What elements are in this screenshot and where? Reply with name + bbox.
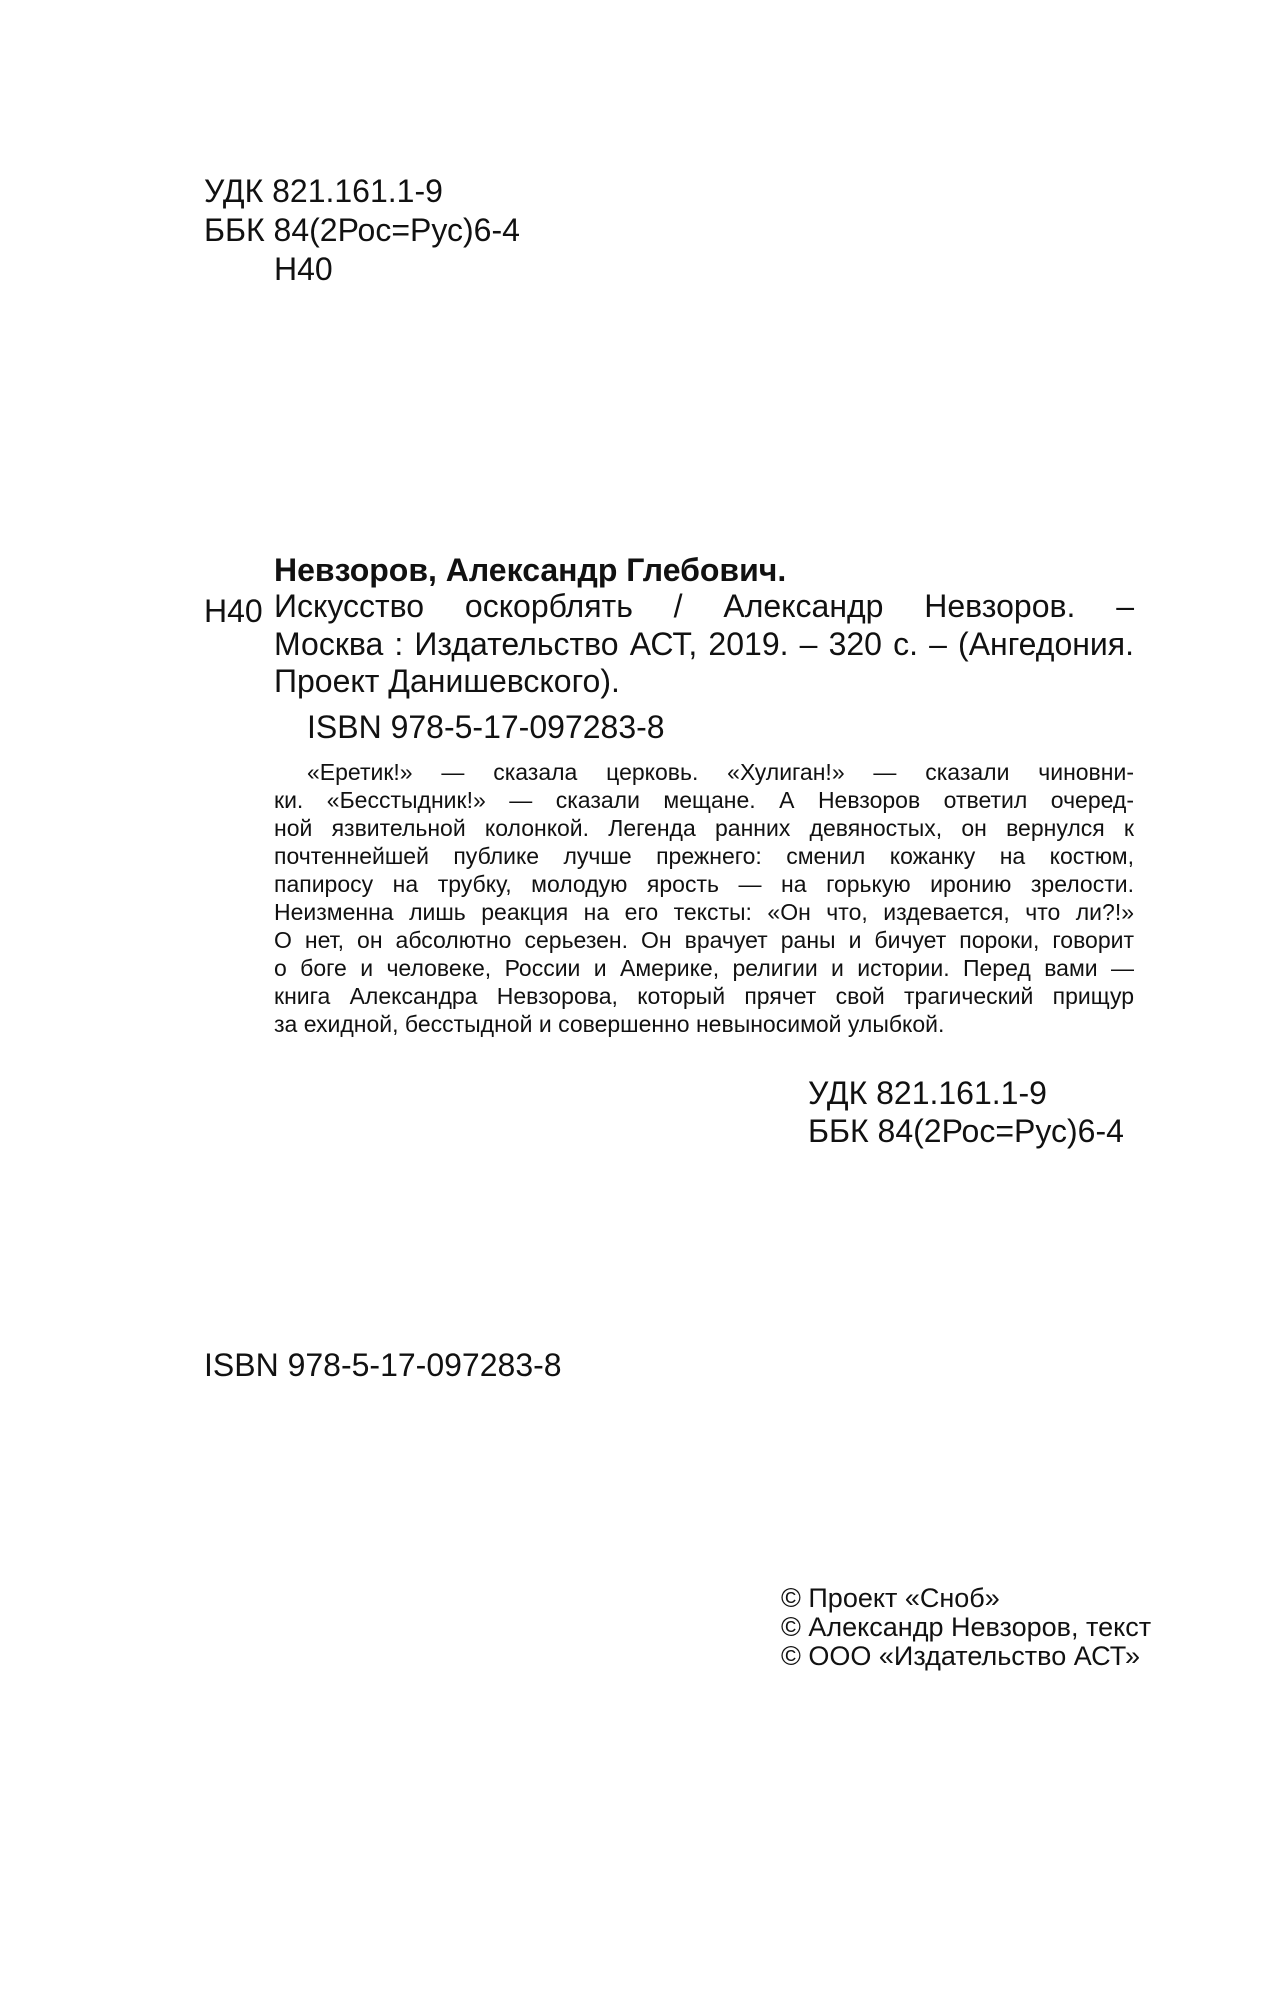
card-udk-code: УДК 821.161.1-9 xyxy=(808,1075,1047,1111)
copyright-line: © ООО «Издательство АСТ» xyxy=(781,1641,1141,1671)
copyright-line: © Александр Невзоров, текст xyxy=(781,1612,1152,1642)
annotation-line: О нет, он абсолютно серьезен. Он врачует раны и бичует пороки, говорит xyxy=(274,927,1134,953)
annotation-line: папиросу на трубку, молодую ярость — на горькую иронию зрелости. xyxy=(274,871,1134,897)
card-author-mark: Н40 xyxy=(204,593,263,629)
annotation-line: Неизменна лишь реакция на его тексты: «Он что, издевается, что ли?!» xyxy=(274,899,1134,925)
card-author-heading: Невзоров, Александр Глебович. xyxy=(274,552,787,588)
annotation-line: ной язвительной колонкой. Легенда ранних девяностых, он вернулся к xyxy=(274,815,1134,841)
annotation-line: почтеннейшей публике лучше прежнего: сменил кожанку на костюм, xyxy=(274,843,1134,869)
card-bbk-code: ББК 84(2Рос=Рус)6-4 xyxy=(808,1113,1124,1149)
bbk-code: ББК 84(2Рос=Рус)6-4 xyxy=(204,212,520,248)
card-title-line-1: Искусство оскорблять / Александр Невзоров. – xyxy=(274,588,1134,624)
annotation-line: за ехидной, бесстыдной и совершенно невыносимой улыбкой. xyxy=(274,1011,945,1037)
isbn-bottom: ISBN 978-5-17-097283-8 xyxy=(204,1347,562,1383)
annotation-line: о боге и человеке, России и Америке, религии и истории. Перед вами — xyxy=(274,955,1134,981)
card-series-line: Проект Данишевского). xyxy=(274,663,620,699)
card-publisher-line: Москва : Издательство АСТ, 2019. – 320 с. – (Ангедония. xyxy=(274,626,1134,662)
card-isbn: ISBN 978-5-17-097283-8 xyxy=(307,709,665,745)
author-mark: Н40 xyxy=(274,251,333,287)
copyright-line: © Проект «Сноб» xyxy=(781,1583,1000,1613)
annotation-line: ки. «Бесстыдник!» — сказали мещане. А Невзоров ответил очеред- xyxy=(274,787,1134,813)
annotation-line: книга Александра Невзорова, который прячет свой трагический прищур xyxy=(274,983,1134,1009)
annotation-line: «Еретик!» — сказала церковь. «Хулиган!» — сказали чиновни- xyxy=(307,759,1134,785)
udk-code: УДК 821.161.1-9 xyxy=(204,173,443,209)
